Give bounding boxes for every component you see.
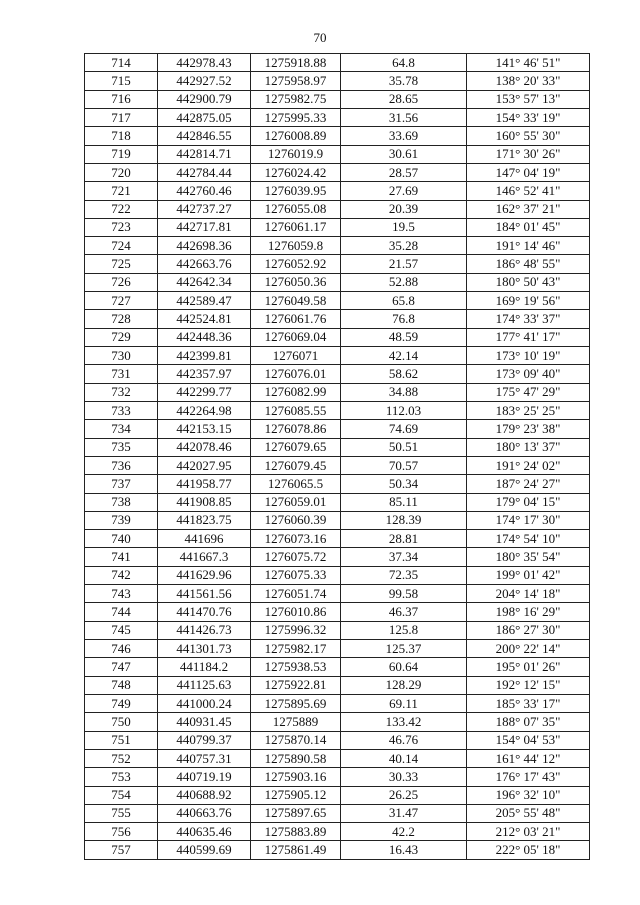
distance-cell: 20.39 <box>341 200 467 218</box>
y-coordinate-cell: 1276055.08 <box>251 200 341 218</box>
point-number-cell: 719 <box>85 145 158 163</box>
x-coordinate-cell: 442663.76 <box>158 255 251 273</box>
x-coordinate-cell: 442760.46 <box>158 182 251 200</box>
table-row <box>85 713 590 731</box>
table-row <box>85 401 590 419</box>
x-coordinate-cell: 440757.31 <box>158 749 251 767</box>
distance-cell: 33.69 <box>341 127 467 145</box>
point-number-cell: 739 <box>85 511 158 529</box>
x-coordinate-cell: 442900.79 <box>158 90 251 108</box>
bearing-cell: 188° 07' 35" <box>467 713 590 731</box>
bearing-cell: 204° 14' 18" <box>467 585 590 603</box>
x-coordinate-cell: 441629.96 <box>158 566 251 584</box>
bearing-cell: 212° 03' 21" <box>467 823 590 841</box>
x-coordinate-cell: 440599.69 <box>158 841 251 859</box>
distance-cell: 46.76 <box>341 731 467 749</box>
y-coordinate-cell: 1276076.01 <box>251 365 341 383</box>
bearing-cell: 153° 57' 13" <box>467 90 590 108</box>
y-coordinate-cell: 1275897.65 <box>251 804 341 822</box>
table-row <box>85 328 590 346</box>
x-coordinate-cell: 442927.52 <box>158 72 251 90</box>
y-coordinate-cell: 1275938.53 <box>251 658 341 676</box>
bearing-cell: 199° 01' 42" <box>467 566 590 584</box>
x-coordinate-cell: 442357.97 <box>158 365 251 383</box>
table-row <box>85 621 590 639</box>
y-coordinate-cell: 1276024.42 <box>251 163 341 181</box>
table-row <box>85 511 590 529</box>
table-row <box>85 841 590 859</box>
point-number-cell: 734 <box>85 420 158 438</box>
y-coordinate-cell: 1275918.88 <box>251 54 341 72</box>
distance-cell: 19.5 <box>341 218 467 236</box>
distance-cell: 34.88 <box>341 383 467 401</box>
x-coordinate-cell: 441667.3 <box>158 548 251 566</box>
bearing-cell: 175° 47' 29" <box>467 383 590 401</box>
point-number-cell: 722 <box>85 200 158 218</box>
table-body <box>85 54 590 860</box>
table-row <box>85 218 590 236</box>
coordinates-table <box>84 53 590 860</box>
x-coordinate-cell: 440635.46 <box>158 823 251 841</box>
distance-cell: 42.2 <box>341 823 467 841</box>
y-coordinate-cell: 1276078.86 <box>251 420 341 438</box>
table-row <box>85 749 590 767</box>
x-coordinate-cell: 441958.77 <box>158 475 251 493</box>
bearing-cell: 154° 04' 53" <box>467 731 590 749</box>
y-coordinate-cell: 1275883.89 <box>251 823 341 841</box>
table-row <box>85 273 590 291</box>
distance-cell: 31.47 <box>341 804 467 822</box>
y-coordinate-cell: 1276059.01 <box>251 493 341 511</box>
x-coordinate-cell: 442078.46 <box>158 438 251 456</box>
point-number-cell: 715 <box>85 72 158 90</box>
y-coordinate-cell: 1276051.74 <box>251 585 341 603</box>
point-number-cell: 743 <box>85 585 158 603</box>
point-number-cell: 741 <box>85 548 158 566</box>
table-row <box>85 420 590 438</box>
bearing-cell: 141° 46' 51" <box>467 54 590 72</box>
table-row <box>85 694 590 712</box>
distance-cell: 60.64 <box>341 658 467 676</box>
distance-cell: 40.14 <box>341 749 467 767</box>
point-number-cell: 755 <box>85 804 158 822</box>
point-number-cell: 735 <box>85 438 158 456</box>
bearing-cell: 147° 04' 19" <box>467 163 590 181</box>
point-number-cell: 725 <box>85 255 158 273</box>
y-coordinate-cell: 1275889 <box>251 713 341 731</box>
bearing-cell: 162° 37' 21" <box>467 200 590 218</box>
table-row <box>85 566 590 584</box>
bearing-cell: 186° 27' 30" <box>467 621 590 639</box>
bearing-cell: 169° 19' 56" <box>467 292 590 310</box>
table-row <box>85 658 590 676</box>
distance-cell: 74.69 <box>341 420 467 438</box>
x-coordinate-cell: 441184.2 <box>158 658 251 676</box>
distance-cell: 16.43 <box>341 841 467 859</box>
bearing-cell: 196° 32' 10" <box>467 786 590 804</box>
x-coordinate-cell: 442299.77 <box>158 383 251 401</box>
x-coordinate-cell: 441561.56 <box>158 585 251 603</box>
bearing-cell: 180° 13' 37" <box>467 438 590 456</box>
point-number-cell: 751 <box>85 731 158 749</box>
point-number-cell: 732 <box>85 383 158 401</box>
bearing-cell: 174° 17' 30" <box>467 511 590 529</box>
table-row <box>85 786 590 804</box>
x-coordinate-cell: 441696 <box>158 530 251 548</box>
x-coordinate-cell: 440688.92 <box>158 786 251 804</box>
distance-cell: 50.51 <box>341 438 467 456</box>
point-number-cell: 745 <box>85 621 158 639</box>
point-number-cell: 757 <box>85 841 158 859</box>
x-coordinate-cell: 442737.27 <box>158 200 251 218</box>
x-coordinate-cell: 442717.81 <box>158 218 251 236</box>
table-row <box>85 90 590 108</box>
distance-cell: 21.57 <box>341 255 467 273</box>
x-coordinate-cell: 442448.36 <box>158 328 251 346</box>
point-number-cell: 729 <box>85 328 158 346</box>
bearing-cell: 191° 14' 46" <box>467 237 590 255</box>
y-coordinate-cell: 1276061.17 <box>251 218 341 236</box>
bearing-cell: 222° 05' 18" <box>467 841 590 859</box>
bearing-cell: 200° 22' 14" <box>467 640 590 658</box>
point-number-cell: 733 <box>85 401 158 419</box>
y-coordinate-cell: 1276085.55 <box>251 401 341 419</box>
x-coordinate-cell: 442589.47 <box>158 292 251 310</box>
bearing-cell: 195° 01' 26" <box>467 658 590 676</box>
distance-cell: 85.11 <box>341 493 467 511</box>
distance-cell: 133.42 <box>341 713 467 731</box>
distance-cell: 37.34 <box>341 548 467 566</box>
point-number-cell: 737 <box>85 475 158 493</box>
distance-cell: 52.88 <box>341 273 467 291</box>
y-coordinate-cell: 1275905.12 <box>251 786 341 804</box>
x-coordinate-cell: 442264.98 <box>158 401 251 419</box>
distance-cell: 42.14 <box>341 347 467 365</box>
bearing-cell: 191° 24' 02" <box>467 456 590 474</box>
y-coordinate-cell: 1276071 <box>251 347 341 365</box>
bearing-cell: 185° 33' 17" <box>467 694 590 712</box>
point-number-cell: 718 <box>85 127 158 145</box>
distance-cell: 72.35 <box>341 566 467 584</box>
x-coordinate-cell: 442399.81 <box>158 347 251 365</box>
point-number-cell: 730 <box>85 347 158 365</box>
point-number-cell: 716 <box>85 90 158 108</box>
table-row <box>85 804 590 822</box>
x-coordinate-cell: 442875.05 <box>158 108 251 126</box>
point-number-cell: 738 <box>85 493 158 511</box>
point-number-cell: 720 <box>85 163 158 181</box>
x-coordinate-cell: 442027.95 <box>158 456 251 474</box>
table-row <box>85 438 590 456</box>
y-coordinate-cell: 1275996.32 <box>251 621 341 639</box>
y-coordinate-cell: 1275895.69 <box>251 694 341 712</box>
y-coordinate-cell: 1276049.58 <box>251 292 341 310</box>
distance-cell: 65.8 <box>341 292 467 310</box>
bearing-cell: 183° 25' 25" <box>467 401 590 419</box>
x-coordinate-cell: 441823.75 <box>158 511 251 529</box>
table-row <box>85 163 590 181</box>
x-coordinate-cell: 441000.24 <box>158 694 251 712</box>
bearing-cell: 146° 52' 41" <box>467 182 590 200</box>
point-number-cell: 728 <box>85 310 158 328</box>
y-coordinate-cell: 1276059.8 <box>251 237 341 255</box>
table-row <box>85 640 590 658</box>
distance-cell: 27.69 <box>341 182 467 200</box>
x-coordinate-cell: 440663.76 <box>158 804 251 822</box>
bearing-cell: 173° 10' 19" <box>467 347 590 365</box>
x-coordinate-cell: 442814.71 <box>158 145 251 163</box>
table-row <box>85 383 590 401</box>
y-coordinate-cell: 1275958.97 <box>251 72 341 90</box>
point-number-cell: 752 <box>85 749 158 767</box>
x-coordinate-cell: 442642.34 <box>158 273 251 291</box>
y-coordinate-cell: 1275982.75 <box>251 90 341 108</box>
y-coordinate-cell: 1276039.95 <box>251 182 341 200</box>
y-coordinate-cell: 1275890.58 <box>251 749 341 767</box>
distance-cell: 125.8 <box>341 621 467 639</box>
page-number: 70 <box>313 30 327 45</box>
y-coordinate-cell: 1275861.49 <box>251 841 341 859</box>
table-row <box>85 310 590 328</box>
table-row <box>85 72 590 90</box>
table-row <box>85 676 590 694</box>
point-number-cell: 723 <box>85 218 158 236</box>
distance-cell: 30.61 <box>341 145 467 163</box>
y-coordinate-cell: 1275903.16 <box>251 768 341 786</box>
table-row <box>85 823 590 841</box>
distance-cell: 28.65 <box>341 90 467 108</box>
table-row <box>85 292 590 310</box>
point-number-cell: 754 <box>85 786 158 804</box>
distance-cell: 31.56 <box>341 108 467 126</box>
table-row <box>85 200 590 218</box>
y-coordinate-cell: 1276052.92 <box>251 255 341 273</box>
bearing-cell: 187° 24' 27" <box>467 475 590 493</box>
distance-cell: 26.25 <box>341 786 467 804</box>
point-number-cell: 736 <box>85 456 158 474</box>
point-number-cell: 721 <box>85 182 158 200</box>
bearing-cell: 174° 33' 37" <box>467 310 590 328</box>
bearing-cell: 180° 50' 43" <box>467 273 590 291</box>
distance-cell: 112.03 <box>341 401 467 419</box>
table-row <box>85 603 590 621</box>
y-coordinate-cell: 1276079.65 <box>251 438 341 456</box>
x-coordinate-cell: 440719.19 <box>158 768 251 786</box>
distance-cell: 48.59 <box>341 328 467 346</box>
bearing-cell: 184° 01' 45" <box>467 218 590 236</box>
bearing-cell: 176° 17' 43" <box>467 768 590 786</box>
bearing-cell: 192° 12' 15" <box>467 676 590 694</box>
table-row <box>85 365 590 383</box>
y-coordinate-cell: 1276065.5 <box>251 475 341 493</box>
table-row <box>85 493 590 511</box>
y-coordinate-cell: 1276069.04 <box>251 328 341 346</box>
distance-cell: 58.62 <box>341 365 467 383</box>
distance-cell: 30.33 <box>341 768 467 786</box>
bearing-cell: 171° 30' 26" <box>467 145 590 163</box>
y-coordinate-cell: 1276075.33 <box>251 566 341 584</box>
distance-cell: 28.81 <box>341 530 467 548</box>
point-number-cell: 756 <box>85 823 158 841</box>
table-row <box>85 530 590 548</box>
point-number-cell: 740 <box>85 530 158 548</box>
x-coordinate-cell: 442698.36 <box>158 237 251 255</box>
y-coordinate-cell: 1276061.76 <box>251 310 341 328</box>
distance-cell: 69.11 <box>341 694 467 712</box>
point-number-cell: 747 <box>85 658 158 676</box>
y-coordinate-cell: 1276073.16 <box>251 530 341 548</box>
table-row <box>85 456 590 474</box>
table-row <box>85 182 590 200</box>
point-number-cell: 749 <box>85 694 158 712</box>
table-row <box>85 54 590 72</box>
y-coordinate-cell: 1275870.14 <box>251 731 341 749</box>
bearing-cell: 161° 44' 12" <box>467 749 590 767</box>
x-coordinate-cell: 441125.63 <box>158 676 251 694</box>
y-coordinate-cell: 1275982.17 <box>251 640 341 658</box>
table-row <box>85 585 590 603</box>
distance-cell: 76.8 <box>341 310 467 328</box>
table-row <box>85 475 590 493</box>
table-row <box>85 108 590 126</box>
point-number-cell: 750 <box>85 713 158 731</box>
point-number-cell: 753 <box>85 768 158 786</box>
point-number-cell: 744 <box>85 603 158 621</box>
x-coordinate-cell: 440799.37 <box>158 731 251 749</box>
point-number-cell: 742 <box>85 566 158 584</box>
table-row <box>85 127 590 145</box>
x-coordinate-cell: 442524.81 <box>158 310 251 328</box>
y-coordinate-cell: 1276075.72 <box>251 548 341 566</box>
distance-cell: 128.39 <box>341 511 467 529</box>
distance-cell: 35.78 <box>341 72 467 90</box>
bearing-cell: 179° 04' 15" <box>467 493 590 511</box>
point-number-cell: 726 <box>85 273 158 291</box>
x-coordinate-cell: 442153.15 <box>158 420 251 438</box>
y-coordinate-cell: 1275922.81 <box>251 676 341 694</box>
distance-cell: 28.57 <box>341 163 467 181</box>
point-number-cell: 731 <box>85 365 158 383</box>
y-coordinate-cell: 1276050.36 <box>251 273 341 291</box>
y-coordinate-cell: 1276082.99 <box>251 383 341 401</box>
table-row <box>85 145 590 163</box>
point-number-cell: 748 <box>85 676 158 694</box>
point-number-cell: 746 <box>85 640 158 658</box>
y-coordinate-cell: 1275995.33 <box>251 108 341 126</box>
bearing-cell: 174° 54' 10" <box>467 530 590 548</box>
x-coordinate-cell: 441470.76 <box>158 603 251 621</box>
table-row <box>85 255 590 273</box>
distance-cell: 50.34 <box>341 475 467 493</box>
point-number-cell: 714 <box>85 54 158 72</box>
y-coordinate-cell: 1276010.86 <box>251 603 341 621</box>
bearing-cell: 180° 35' 54" <box>467 548 590 566</box>
distance-cell: 64.8 <box>341 54 467 72</box>
point-number-cell: 717 <box>85 108 158 126</box>
y-coordinate-cell: 1276019.9 <box>251 145 341 163</box>
bearing-cell: 179° 23' 38" <box>467 420 590 438</box>
x-coordinate-cell: 441301.73 <box>158 640 251 658</box>
bearing-cell: 186° 48' 55" <box>467 255 590 273</box>
bearing-cell: 177° 41' 17" <box>467 328 590 346</box>
table-row <box>85 237 590 255</box>
bearing-cell: 160° 55' 30" <box>467 127 590 145</box>
distance-cell: 35.28 <box>341 237 467 255</box>
table-row <box>85 768 590 786</box>
x-coordinate-cell: 442978.43 <box>158 54 251 72</box>
bearing-cell: 205° 55' 48" <box>467 804 590 822</box>
distance-cell: 46.37 <box>341 603 467 621</box>
bearing-cell: 198° 16' 29" <box>467 603 590 621</box>
x-coordinate-cell: 441908.85 <box>158 493 251 511</box>
y-coordinate-cell: 1276008.89 <box>251 127 341 145</box>
x-coordinate-cell: 442784.44 <box>158 163 251 181</box>
y-coordinate-cell: 1276060.39 <box>251 511 341 529</box>
distance-cell: 70.57 <box>341 456 467 474</box>
table-row <box>85 548 590 566</box>
x-coordinate-cell: 441426.73 <box>158 621 251 639</box>
y-coordinate-cell: 1276079.45 <box>251 456 341 474</box>
bearing-cell: 173° 09' 40" <box>467 365 590 383</box>
distance-cell: 125.37 <box>341 640 467 658</box>
distance-cell: 128.29 <box>341 676 467 694</box>
bearing-cell: 154° 33' 19" <box>467 108 590 126</box>
table-row <box>85 347 590 365</box>
bearing-cell: 138° 20' 33" <box>467 72 590 90</box>
point-number-cell: 724 <box>85 237 158 255</box>
point-number-cell: 727 <box>85 292 158 310</box>
table-row <box>85 731 590 749</box>
distance-cell: 99.58 <box>341 585 467 603</box>
x-coordinate-cell: 442846.55 <box>158 127 251 145</box>
x-coordinate-cell: 440931.45 <box>158 713 251 731</box>
